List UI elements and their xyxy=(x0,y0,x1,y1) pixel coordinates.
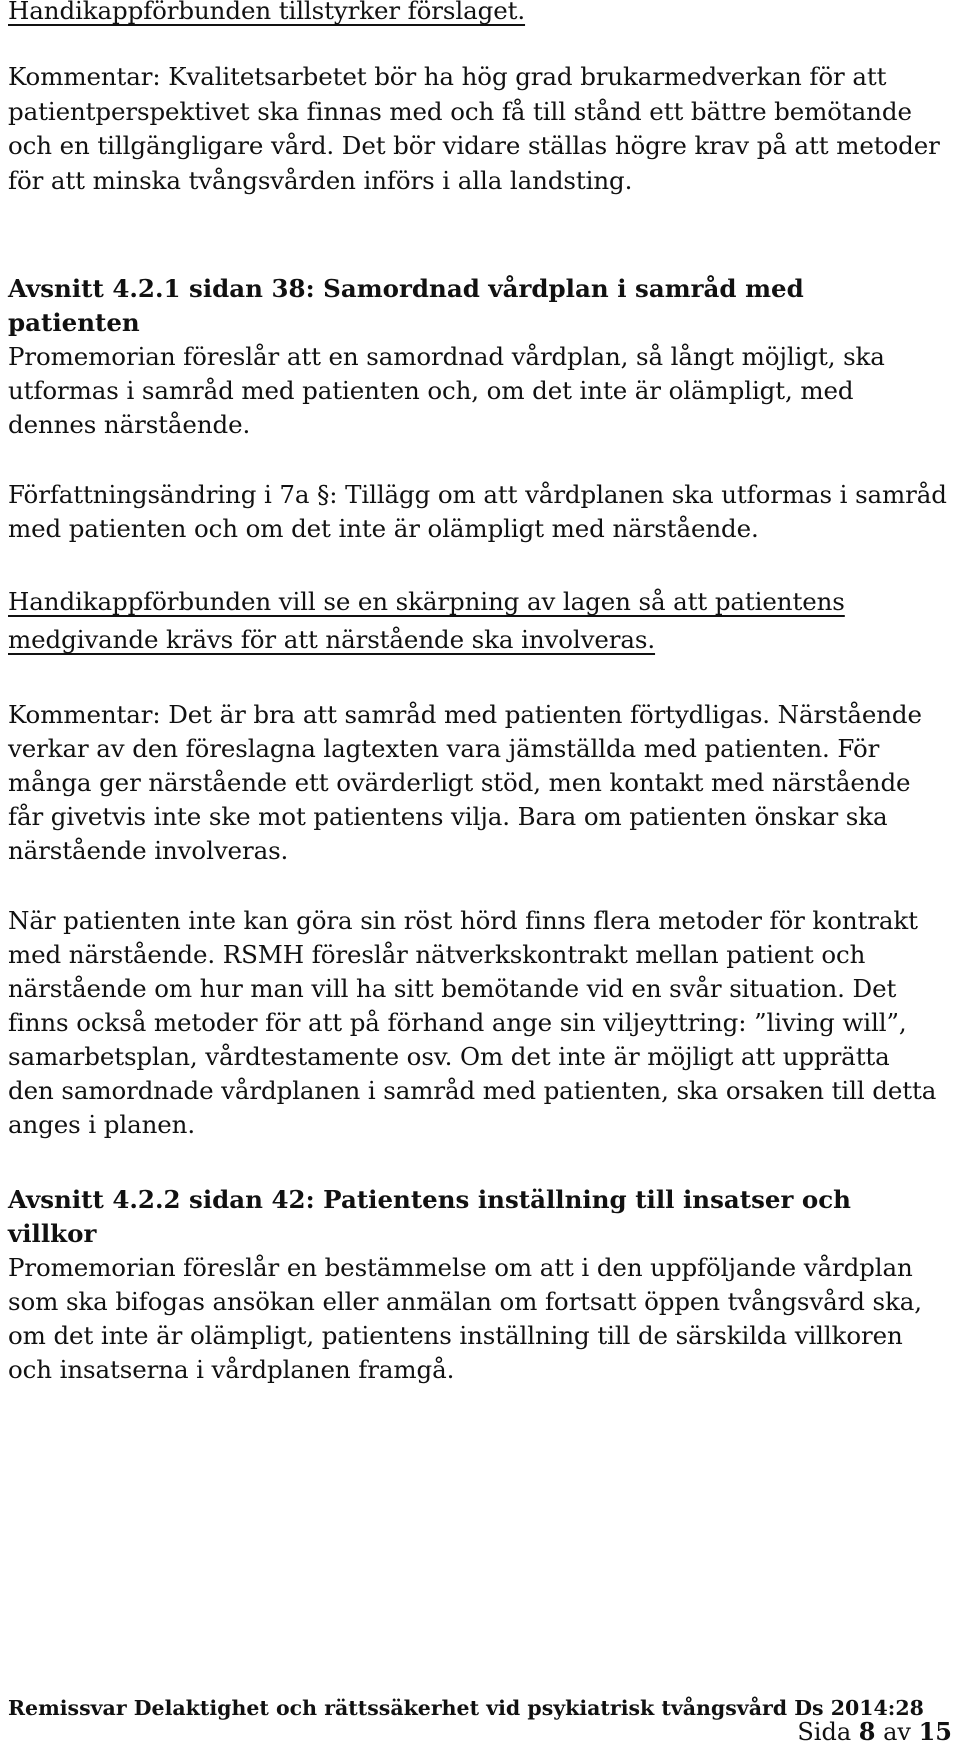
position-statement-paragraph xyxy=(8,583,948,659)
position-statement-top: Handikappförbunden tillstyrker förslaget. xyxy=(8,0,526,25)
position-statement: Handikappförbunden vill se en skärpning av lagen så att patientens medgivande krävs för att närstående ska involveras. xyxy=(8,587,845,654)
page-number xyxy=(797,1718,952,1746)
page-prefix: Sida xyxy=(797,1718,859,1746)
section-heading-4-2-2: Avsnitt 4.2.2 sidan 42: Patientens inställning till insatser och villkor xyxy=(8,1185,851,1248)
page-total: 15 xyxy=(918,1717,952,1746)
section-4-2-1-body: Promemorian föreslår att en samordnad vårdplan, så långt möjligt, ska utformas i samråd med patienten och, om det inte är olämpligt, med dennes närstående. xyxy=(8,342,885,439)
page-of: av xyxy=(875,1718,919,1746)
line-top xyxy=(8,0,948,28)
section-heading-4-2-1: Avsnitt 4.2.1 sidan 38: Samordnad vårdplan i samråd med patienten xyxy=(8,274,804,337)
comment-paragraph-1: Kommentar: Kvalitetsarbetet bör ha hög grad brukarmedverkan för att patientperspektivet ska finnas med och få till stånd ett bättre bemötande och en tillgängligare vård. Det bör vidare ställas högre krav på att metoder för att minska tvångsvården införs i alla landsting. xyxy=(8,62,940,195)
section-4-2-2-body: Promemorian föreslår en bestämmelse om att i den uppföljande vårdplan som ska bifogas ansökan eller anmälan om fortsatt öppen tvångsvård ska, om det inte är olämpligt, patientens inställning till de särskilda villkoren och insatserna i vårdplanen framgå. xyxy=(8,1253,922,1384)
page-current: 8 xyxy=(858,1717,876,1746)
footer-title: Remissvar Delaktighet och rättssäkerhet vid psykiatrisk tvångsvård Ds 2014:28 xyxy=(8,1696,924,1720)
legislative-change: Författningsändring i 7a §: Tillägg om att vårdplanen ska utformas i samråd med patienten och om det inte är olämpligt med närstående. xyxy=(8,480,947,543)
comment-paragraph-2: Kommentar: Det är bra att samråd med patienten förtydligas. Närstående verkar av den föreslagna lagtexten vara jämställda med patienten. För många ger närstående ett ovärderligt stöd, men kontakt med närstående får givetvis inte ske mot patientens vilja. Bara om patienten önskar ska närstående involveras. xyxy=(8,700,922,865)
comment-paragraph-3: När patienten inte kan göra sin röst hörd finns flera metoder för kontrakt med närstående. RSMH föreslår nätverkskontrakt mellan patient och närstående om hur man vill ha sitt bemötande vid en svår situation. Det finns också metoder för att på förhand ange sin viljeyttring: ”living will”, samarbetsplan, vårdtestamente osv. Om det inte är möjligt att upprätta den samordnade vårdplanen i samråd med patienten, ska orsaken till detta anges i planen. xyxy=(8,906,937,1139)
